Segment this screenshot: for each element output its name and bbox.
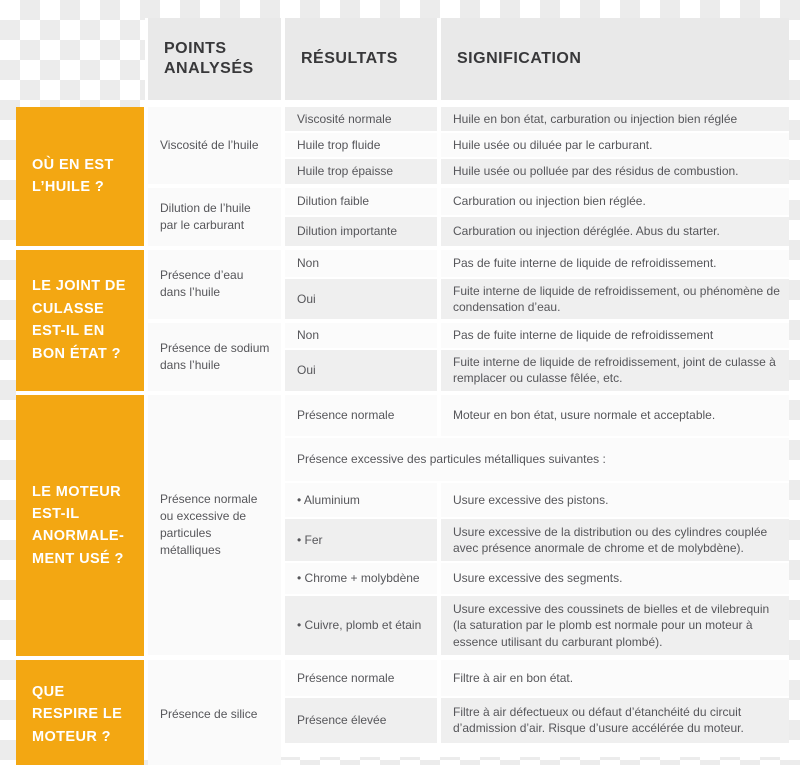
signification-cell: Usure excessive des pistons. [441, 483, 789, 517]
point-cell: Présence d’eau dans l’huile [148, 250, 281, 319]
group-silice [148, 660, 789, 765]
signification-cell: Filtre à air défectueux ou défaut d’étanchéité du circuit d’admission d’air. Risque d’usure accélérée du moteur. [441, 698, 789, 743]
point-cell: Viscosité de l’huile [148, 107, 281, 184]
table-row [285, 519, 789, 561]
result-cell: • Aluminium [285, 483, 437, 517]
result-cell: Oui [285, 279, 437, 319]
column-header-signification: SIGNIFICATION [441, 18, 789, 100]
result-cell: Non [285, 250, 437, 277]
question-cell: LE JOINT DE CULASSE EST-IL EN BON ÉTAT ? [16, 250, 144, 391]
table-row [285, 133, 789, 157]
signification-cell: Usure excessive de la distribution ou des cylindres couplée avec présence anormale de chrome et de molybdène). [441, 519, 789, 561]
table-row [285, 217, 789, 246]
result-cell: • Cuivre, plomb et étain [285, 596, 437, 655]
result-cell: Dilution faible [285, 188, 437, 215]
signification-cell: Fuite interne de liquide de refroidissement, ou phénomène de condensation d’eau. [441, 279, 789, 319]
result-cell: Présence élevée [285, 698, 437, 743]
result-cell: Huile trop fluide [285, 133, 437, 157]
table-header [148, 18, 789, 100]
signification-cell: Huile en bon état, carburation ou injection bien réglée [441, 107, 789, 131]
column-header-points-analyses: POINTS ANALYSÉS [148, 18, 281, 100]
question-cell: OÙ EN EST L’HUILE ? [16, 107, 144, 246]
table-row [285, 159, 789, 183]
signification-cell: Carburation ou injection bien réglée. [441, 188, 789, 215]
result-cell: Huile trop épaisse [285, 159, 437, 183]
table-row [285, 563, 789, 594]
result-cell: Présence normale [285, 660, 437, 696]
result-cell: • Chrome + molybdène [285, 563, 437, 594]
result-cell: Dilution importante [285, 217, 437, 246]
point-cell: Présence de sodium dans l’huile [148, 323, 281, 391]
signification-cell: Moteur en bon état, usure normale et acceptable. [441, 395, 789, 436]
section-respiration [16, 660, 789, 765]
signification-cell: Usure excessive des segments. [441, 563, 789, 594]
table-row [285, 250, 789, 277]
section-huile [16, 107, 789, 246]
section-joint-culasse [16, 250, 789, 391]
result-cell: Oui [285, 350, 437, 391]
point-cell: Dilution de l’huile par le carburant [148, 188, 281, 246]
table-row [285, 107, 789, 131]
table-row [285, 483, 789, 517]
signification-cell: Fuite interne de liquide de refroidissement, joint de culasse à remplacer ou culasse fêlée, etc. [441, 350, 789, 391]
result-cell: • Fer [285, 519, 437, 561]
table-row [285, 438, 789, 481]
group-sodium [148, 323, 789, 391]
question-cell: QUE RESPIRE LE MOTEUR ? [16, 660, 144, 765]
table-body [16, 107, 789, 765]
table-row [285, 188, 789, 215]
signification-cell: Pas de fuite interne de liquide de refroidissement [441, 323, 789, 348]
signification-cell: Carburation ou injection déréglée. Abus du starter. [441, 217, 789, 246]
group-dilution [148, 188, 789, 246]
signification-cell: Huile usée ou polluée par des résidus de combustion. [441, 159, 789, 183]
signification-cell: Usure excessive des coussinets de bielles et de vilebrequin (la saturation par le plomb est normale pour un moteur à essence utilisant du carburant plombé). [441, 596, 789, 655]
group-particules [148, 395, 789, 655]
result-cell: Présence normale [285, 395, 437, 436]
table-row [285, 698, 789, 743]
spanning-result-cell: Présence excessive des particules métalliques suivantes : [285, 438, 789, 481]
result-cell: Non [285, 323, 437, 348]
point-cell: Présence normale ou excessive de particules métalliques [148, 395, 281, 655]
table-row [285, 323, 789, 348]
signification-cell: Huile usée ou diluée par le carburant. [441, 133, 789, 157]
signification-cell: Pas de fuite interne de liquide de refroidissement. [441, 250, 789, 277]
table-row [285, 279, 789, 319]
result-cell: Viscosité normale [285, 107, 437, 131]
table-row [285, 395, 789, 436]
group-eau [148, 250, 789, 319]
table-row [285, 660, 789, 696]
question-cell: LE MOTEUR EST-IL ANORMALE-MENT USÉ ? [16, 395, 144, 656]
group-viscosite [148, 107, 789, 184]
point-cell: Présence de silice [148, 660, 281, 765]
table-row [285, 350, 789, 391]
column-header-resultats: RÉSULTATS [285, 18, 437, 100]
section-usure-moteur [16, 395, 789, 656]
table-row [285, 596, 789, 655]
signification-cell: Filtre à air en bon état. [441, 660, 789, 696]
